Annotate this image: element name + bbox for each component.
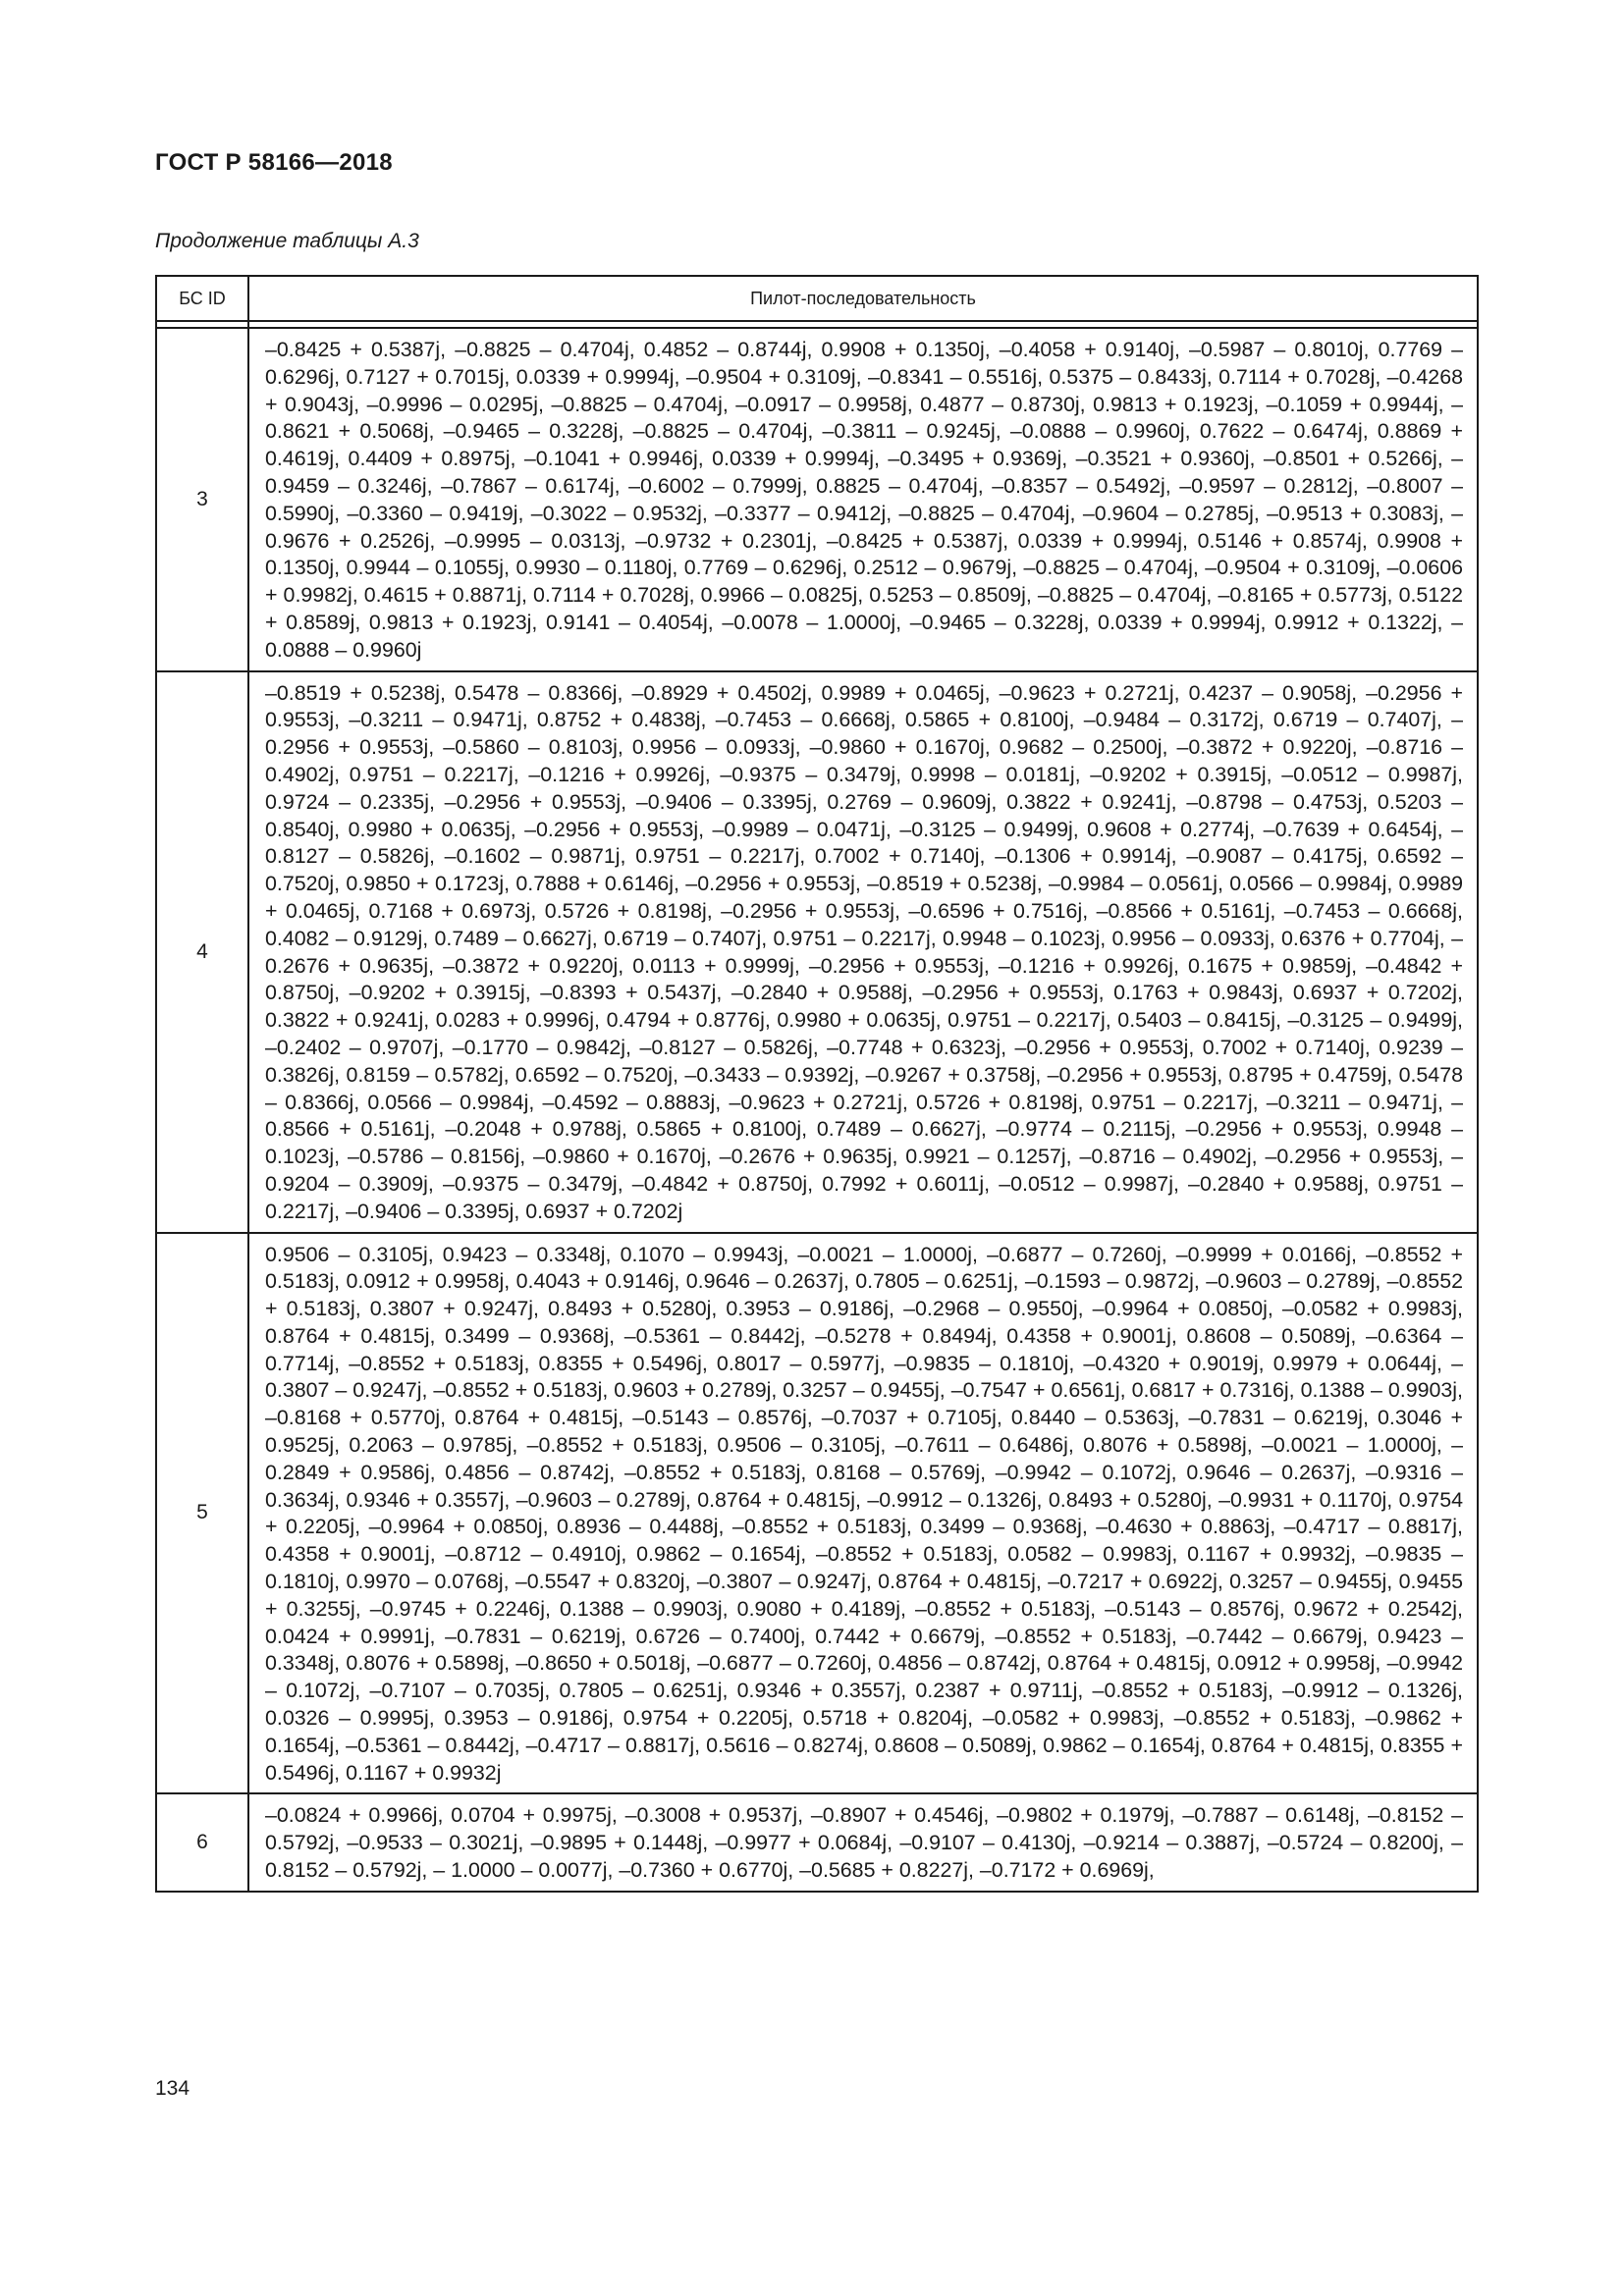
pilot-sequence-cell: –0.0824 + 0.9966j, 0.0704 + 0.9975j, –0.3008 + 0.9537j, –0.8907 + 0.4546j, –0.9802 + 0.1979j, –0.7887 – 0.6148j, –0.8152 – 0.5792j, –0.9533 – 0.3021j, –0.9895 + 0.1448j, –0.9977 + 0.0684j, –0.9107 – 0.4130j, –0.9214 – 0.3887j, –0.5724 – 0.8200j, –0.8152 – 0.5792j, – 1.0000 – 0.0077j, –0.7360 + 0.6770j, –0.5685 + 0.8227j, –0.7172 + 0.6969j, (248, 1793, 1478, 1891)
column-header-bs-id: БС ID (156, 276, 248, 321)
column-header-pilot-sequence: Пилот-последовательность (248, 276, 1478, 321)
table-row (156, 671, 1478, 1233)
table-row (156, 1233, 1478, 1794)
header-separator-cell (156, 321, 248, 328)
bs-id-cell: 5 (156, 1233, 248, 1794)
page-number: 134 (155, 2077, 190, 2100)
header-separator (156, 321, 1478, 328)
table-row (156, 1793, 1478, 1891)
document-code: ГОСТ Р 58166—2018 (155, 149, 393, 176)
pilot-sequence-cell: 0.9506 – 0.3105j, 0.9423 – 0.3348j, 0.1070 – 0.9943j, –0.0021 – 1.0000j, –0.6877 – 0.7260j, –0.9999 + 0.0166j, –0.8552 + 0.5183j, 0.0912 + 0.9958j, 0.4043 + 0.9146j, 0.9646 – 0.2637j, 0.7805 – 0.6251j, –0.1593 – 0.9872j, –0.9603 – 0.2789j, –0.8552 + 0.5183j, 0.3807 + 0.9247j, 0.8493 + 0.5280j, 0.3953 – 0.9186j, –0.2968 – 0.9550j, –0.9964 + 0.0850j, –0.0582 + 0.9983j, 0.8764 + 0.4815j, 0.3499 – 0.9368j, –0.5361 – 0.8442j, –0.5278 + 0.8494j, 0.4358 + 0.9001j, 0.8608 – 0.5089j, –0.6364 – 0.7714j, –0.8552 + 0.5183j, 0.8355 + 0.5496j, 0.8017 – 0.5977j, –0.9835 – 0.1810j, –0.4320 + 0.9019j, 0.9979 + 0.0644j, –0.3807 – 0.9247j, –0.8552 + 0.5183j, 0.9603 + 0.2789j, 0.3257 – 0.9455j, –0.7547 + 0.6561j, 0.6817 + 0.7316j, 0.1388 – 0.9903j, –0.8168 + 0.5770j, 0.8764 + 0.4815j, –0.5143 – 0.8576j, –0.7037 + 0.7105j, 0.8440 – 0.5363j, –0.7831 – 0.6219j, 0.3046 + 0.9525j, 0.2063 – 0.9785j, –0.8552 + 0.5183j, 0.9506 – 0.3105j, –0.7611 – 0.6486j, 0.8076 + 0.5898j, –0.0021 – 1.0000j, –0.2849 + 0.9586j, 0.4856 – 0.8742j, –0.8552 + 0.5183j, 0.8168 – 0.5769j, –0.9942 – 0.1072j, 0.9646 – 0.2637j, –0.9316 – 0.3634j, 0.9346 + 0.3557j, –0.9603 – 0.2789j, 0.8764 + 0.4815j, –0.9912 – 0.1326j, 0.8493 + 0.5280j, –0.9931 + 0.1170j, 0.9754 + 0.2205j, –0.9964 + 0.0850j, 0.8936 – 0.4488j, –0.8552 + 0.5183j, 0.3499 – 0.9368j, –0.4630 + 0.8863j, –0.4717 – 0.8817j, 0.4358 + 0.9001j, –0.8712 – 0.4910j, 0.9862 – 0.1654j, –0.8552 + 0.5183j, 0.0582 – 0.9983j, 0.1167 + 0.9932j, –0.9835 – 0.1810j, 0.9970 – 0.0768j, –0.5547 + 0.8320j, –0.3807 – 0.9247j, 0.8764 + 0.4815j, –0.7217 + 0.6922j, 0.3257 – 0.9455j, 0.9455 + 0.3255j, –0.9745 + 0.2246j, 0.1388 – 0.9903j, 0.9080 + 0.4189j, –0.8552 + 0.5183j, –0.5143 – 0.8576j, 0.9672 + 0.2542j, 0.0424 + 0.9991j, –0.7831 – 0.6219j, 0.6726 – 0.7400j, 0.7442 + 0.6679j, –0.8552 + 0.5183j, –0.7442 – 0.6679j, 0.9423 – 0.3348j, 0.8076 + 0.5898j, –0.8650 + 0.5018j, –0.6877 – 0.7260j, 0.4856 – 0.8742j, 0.8764 + 0.4815j, 0.0912 + 0.9958j, –0.9942 – 0.1072j, –0.7107 – 0.7035j, 0.7805 – 0.6251j, 0.9346 + 0.3557j, 0.2387 + 0.9711j, –0.8552 + 0.5183j, –0.9912 – 0.1326j, 0.0326 – 0.9995j, 0.3953 – 0.9186j, 0.9754 + 0.2205j, 0.5718 + 0.8204j, –0.0582 + 0.9983j, –0.8552 + 0.5183j, –0.9862 + 0.1654j, –0.5361 – 0.8442j, –0.4717 – 0.8817j, 0.5616 – 0.8274j, 0.8608 – 0.5089j, 0.9862 – 0.1654j, 0.8764 + 0.4815j, 0.8355 + 0.5496j, 0.1167 + 0.9932j (248, 1233, 1478, 1794)
table-header-row (156, 276, 1478, 321)
table-caption: Продолжение таблицы А.3 (155, 230, 419, 252)
pilot-sequence-cell: –0.8519 + 0.5238j, 0.5478 – 0.8366j, –0.8929 + 0.4502j, 0.9989 + 0.0465j, –0.9623 + 0.2721j, 0.4237 – 0.9058j, –0.2956 + 0.9553j, –0.3211 – 0.9471j, 0.8752 + 0.4838j, –0.7453 – 0.6668j, 0.5865 + 0.8100j, –0.9484 – 0.3172j, 0.6719 – 0.7407j, –0.2956 + 0.9553j, –0.5860 – 0.8103j, 0.9956 – 0.0933j, –0.9860 + 0.1670j, 0.9682 – 0.2500j, –0.3872 + 0.9220j, –0.8716 – 0.4902j, 0.9751 – 0.2217j, –0.1216 + 0.9926j, –0.9375 – 0.3479j, 0.9998 – 0.0181j, –0.9202 + 0.3915j, –0.0512 – 0.9987j, 0.9724 – 0.2335j, –0.2956 + 0.9553j, –0.9406 – 0.3395j, 0.2769 – 0.9609j, 0.3822 + 0.9241j, –0.8798 – 0.4753j, 0.5203 – 0.8540j, 0.9980 + 0.0635j, –0.2956 + 0.9553j, –0.9989 – 0.0471j, –0.3125 – 0.9499j, 0.9608 + 0.2774j, –0.7639 + 0.6454j, –0.8127 – 0.5826j, –0.1602 – 0.9871j, 0.9751 – 0.2217j, 0.7002 + 0.7140j, –0.1306 + 0.9914j, –0.9087 – 0.4175j, 0.6592 – 0.7520j, 0.9850 + 0.1723j, 0.7888 + 0.6146j, –0.2956 + 0.9553j, –0.8519 + 0.5238j, –0.9984 – 0.0561j, 0.0566 – 0.9984j, 0.9989 + 0.0465j, 0.7168 + 0.6973j, 0.5726 + 0.8198j, –0.2956 + 0.9553j, –0.6596 + 0.7516j, –0.8566 + 0.5161j, –0.7453 – 0.6668j, 0.4082 – 0.9129j, 0.7489 – 0.6627j, 0.6719 – 0.7407j, 0.9751 – 0.2217j, 0.9948 – 0.1023j, 0.9956 – 0.0933j, 0.6376 + 0.7704j, –0.2676 + 0.9635j, –0.3872 + 0.9220j, 0.0113 + 0.9999j, –0.2956 + 0.9553j, –0.1216 + 0.9926j, 0.1675 + 0.9859j, –0.4842 + 0.8750j, –0.9202 + 0.3915j, –0.8393 + 0.5437j, –0.2840 + 0.9588j, –0.2956 + 0.9553j, 0.1763 + 0.9843j, 0.6937 + 0.7202j, 0.3822 + 0.9241j, 0.0283 + 0.9996j, 0.4794 + 0.8776j, 0.9980 + 0.0635j, 0.9751 – 0.2217j, 0.5403 – 0.8415j, –0.3125 – 0.9499j, –0.2402 – 0.9707j, –0.1770 – 0.9842j, –0.8127 – 0.5826j, –0.7748 + 0.6323j, –0.2956 + 0.9553j, 0.7002 + 0.7140j, 0.9239 – 0.3826j, 0.8159 – 0.5782j, 0.6592 – 0.7520j, –0.3433 – 0.9392j, –0.9267 + 0.3758j, –0.2956 + 0.9553j, 0.8795 + 0.4759j, 0.5478 – 0.8366j, 0.0566 – 0.9984j, –0.4592 – 0.8883j, –0.9623 + 0.2721j, 0.5726 + 0.8198j, 0.9751 – 0.2217j, –0.3211 – 0.9471j, –0.8566 + 0.5161j, –0.2048 + 0.9788j, 0.5865 + 0.8100j, 0.7489 – 0.6627j, –0.9774 – 0.2115j, –0.2956 + 0.9553j, 0.9948 – 0.1023j, –0.5786 – 0.8156j, –0.9860 + 0.1670j, –0.2676 + 0.9635j, 0.9921 – 0.1257j, –0.8716 – 0.4902j, –0.2956 + 0.9553j, –0.9204 – 0.3909j, –0.9375 – 0.3479j, –0.4842 + 0.8750j, 0.7992 + 0.6011j, –0.0512 – 0.9987j, –0.2840 + 0.9588j, 0.9751 – 0.2217j, –0.9406 – 0.3395j, 0.6937 + 0.7202j (248, 671, 1478, 1233)
bs-id-cell: 4 (156, 671, 248, 1233)
header-separator-cell (248, 321, 1478, 328)
bs-id-cell: 3 (156, 328, 248, 671)
table-row (156, 328, 1478, 671)
pilot-sequence-cell: –0.8425 + 0.5387j, –0.8825 – 0.4704j, 0.4852 – 0.8744j, 0.9908 + 0.1350j, –0.4058 + 0.9140j, –0.5987 – 0.8010j, 0.7769 – 0.6296j, 0.7127 + 0.7015j, 0.0339 + 0.9994j, –0.9504 + 0.3109j, –0.8341 – 0.5516j, 0.5375 – 0.8433j, 0.7114 + 0.7028j, –0.4268 + 0.9043j, –0.9996 – 0.0295j, –0.8825 – 0.4704j, –0.0917 – 0.9958j, 0.4877 – 0.8730j, 0.9813 + 0.1923j, –0.1059 + 0.9944j, –0.8621 + 0.5068j, –0.9465 – 0.3228j, –0.8825 – 0.4704j, –0.3811 – 0.9245j, –0.0888 – 0.9960j, 0.7622 – 0.6474j, 0.8869 + 0.4619j, 0.4409 + 0.8975j, –0.1041 + 0.9946j, 0.0339 + 0.9994j, –0.3495 + 0.9369j, –0.3521 + 0.9360j, –0.8501 + 0.5266j, –0.9459 – 0.3246j, –0.7867 – 0.6174j, –0.6002 – 0.7999j, 0.8825 – 0.4704j, –0.8357 – 0.5492j, –0.9597 – 0.2812j, –0.8007 – 0.5990j, –0.3360 – 0.9419j, –0.3022 – 0.9532j, –0.3377 – 0.9412j, –0.8825 – 0.4704j, –0.9604 – 0.2785j, –0.9513 + 0.3083j, –0.9676 + 0.2526j, –0.9995 – 0.0313j, –0.9732 + 0.2301j, –0.8425 + 0.5387j, 0.0339 + 0.9994j, 0.5146 + 0.8574j, 0.9908 + 0.1350j, 0.9944 – 0.1055j, 0.9930 – 0.1180j, 0.7769 – 0.6296j, 0.2512 – 0.9679j, –0.8825 – 0.4704j, –0.9504 + 0.3109j, –0.0606 + 0.9982j, 0.4615 + 0.8871j, 0.7114 + 0.7028j, 0.9966 – 0.0825j, 0.5253 – 0.8509j, –0.8825 – 0.4704j, –0.8165 + 0.5773j, 0.5122 + 0.8589j, 0.9813 + 0.1923j, 0.9141 – 0.4054j, –0.0078 – 1.0000j, –0.9465 – 0.3228j, 0.0339 + 0.9994j, 0.9912 + 0.1322j, –0.0888 – 0.9960j (248, 328, 1478, 671)
bs-id-cell: 6 (156, 1793, 248, 1891)
pilot-sequence-table (155, 275, 1479, 1893)
